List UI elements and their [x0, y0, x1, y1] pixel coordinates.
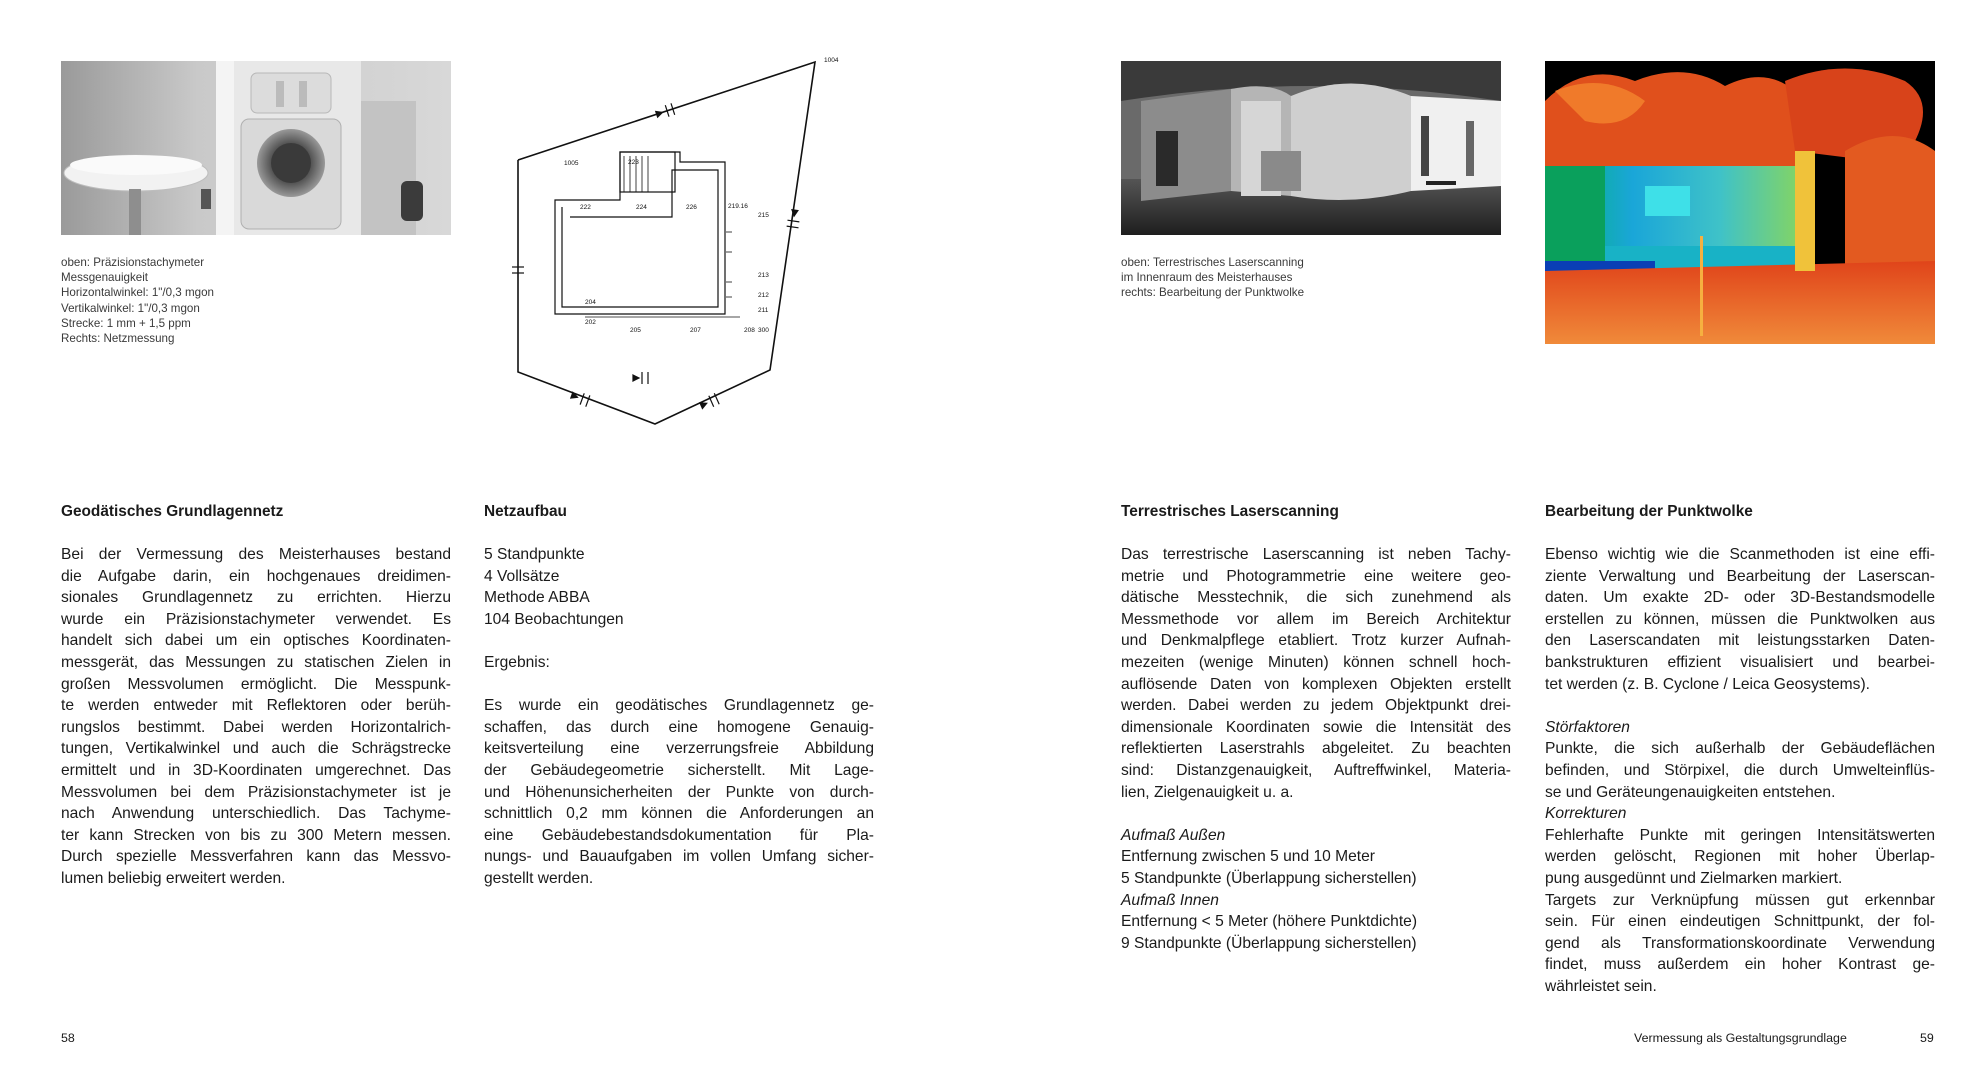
text-line: währleistet sein. [1545, 977, 1657, 995]
text-line: schaffen, das durch eine homogene Genauig- [484, 718, 874, 736]
text-line: sein. Für einen eindeutigen Schnittpunkt, der fol- [1545, 913, 1935, 931]
text-line: Messvolumen bei dem Präzisionstachymeter ist je [61, 783, 451, 801]
caption-line: Messgenauigkeit [61, 271, 149, 285]
text-line: findet, muss außerdem ein hoher Kontrast ge- [1545, 956, 1935, 974]
text-line: te werden entweder mit Reflektoren oder berüh- [61, 697, 451, 715]
list-item: 5 Standpunkte [484, 546, 585, 563]
text-line: sionales Grundlagennetz zu errichten. Hierzu [61, 589, 451, 607]
text-line: gestellt werden. [484, 869, 594, 887]
text-line: metrie und Photogrammetrie eine weitere geo- [1121, 567, 1511, 585]
page-number-right: 59 [1920, 1031, 1934, 1045]
point-label: 1004 [824, 57, 839, 64]
text-line: bankstrukturen effizient visualisiert und bearbei- [1545, 653, 1935, 671]
text-line: Bei der Vermessung des Meisterhauses bestand [61, 546, 451, 563]
text-line: und Denkmalpflege etabliert. Trotz kurzer Aufnah- [1121, 632, 1511, 650]
section-heading-laserscanning: Terrestrisches Laserscanning [1121, 503, 1339, 520]
subheading-aufmass-innen: Aufmaß Innen [1121, 891, 1219, 909]
plan-label: 215 [758, 212, 769, 219]
section-heading-netzaufbau: Netzaufbau [484, 503, 567, 520]
text-line: se und Geräteungenauigkeiten entstehen. [1545, 783, 1836, 801]
section-body-grundlagennetz [61, 544, 451, 890]
text-line: Das terrestrische Laserscanning ist neben Tachy- [1121, 546, 1511, 563]
text-line: Punkte, die sich außerhalb der Gebäudeflächen [1545, 740, 1935, 758]
pointcloud-photo [1545, 61, 1935, 344]
text-line: ermittelt und in 3D-Koordinaten umgerechnet. Das [61, 761, 451, 779]
text-line: eine Gebäudebestandsdokumentation für Pla- [484, 826, 874, 844]
text-line: tungen, Vertikalwinkel und auch die Schrägstrecke [61, 740, 451, 758]
tachymeter-photo [61, 61, 451, 235]
text-line: Durch spezielle Messverfahren kann das Messvo- [61, 848, 451, 866]
caption-line: rechts: Bearbeitung der Punktwolke [1121, 286, 1305, 300]
text-line: der Gebäudegeometrie sicherstellt. Mit Lage- [484, 761, 874, 779]
text-line: auflösende Daten von komplexen Objekten erstellt [1121, 675, 1511, 693]
plan-label: 219.16 [728, 203, 748, 210]
text-line: werden. Dabei werden zu jedem Objektpunkt drei- [1121, 697, 1511, 715]
text-line: Messmethode vor allem im Bereich Architektur [1121, 610, 1511, 628]
plan-label: 224 [636, 204, 647, 211]
text-line: daten. Um exakte 2D- oder 3D-Bestandsmodelle [1545, 589, 1935, 607]
text-line: ter kann Strecken von bis zu 300 Metern messen. [61, 826, 451, 844]
plan-label: 222 [580, 204, 591, 211]
section-body-laserscanning [1121, 544, 1511, 954]
text-line: handelt sich dabei um ein optisches Koordinaten- [61, 632, 451, 650]
panorama-illustration [1121, 61, 1501, 235]
text-line: nungs- und Bauaufgaben im vollen Umfang sicher- [484, 848, 874, 866]
text-line: wurde ein Präzisionstachymeter verwendet. Es [61, 610, 451, 628]
text-line: befinden, und Störpixel, die durch Umwelteinflüs- [1545, 761, 1935, 779]
text-line: Es wurde ein geodätisches Grundlagennetz ge- [484, 697, 874, 715]
list-item: 4 Vollsätze [484, 567, 560, 585]
text-line: Targets zur Verknüpfung müssen gut erkennbar [1545, 891, 1935, 909]
plan-labels [564, 57, 839, 334]
text-line: werden gelöscht, Regionen mit hoher Überlap- [1545, 848, 1935, 866]
text-line: reflektierten Laserstrahls abgeleitet. Zu beachten [1121, 740, 1511, 758]
caption-line: oben: Präzisionstachymeter [61, 256, 205, 269]
tachymeter-caption [61, 255, 214, 346]
list-item: 104 Beobachtungen [484, 610, 624, 628]
text-line: 9 Standpunkte (Überlappung sicherstellen) [1121, 934, 1417, 952]
plan-label: 212 [758, 292, 769, 299]
text-line: Entfernung zwischen 5 und 10 Meter [1121, 848, 1375, 866]
caption-line: Rechts: Netzmessung [61, 332, 175, 346]
stair-lines [624, 156, 732, 297]
floor-plan [555, 152, 740, 317]
plan-label: 208 [744, 327, 755, 334]
text-line: pung ausgedünnt und Zielmarken markiert. [1545, 869, 1843, 887]
text-line: und Höhenunsicherheiten der Punkte von durch- [484, 783, 874, 801]
text-line: mezeiten (wenige Minuten) können schnell hoch- [1121, 653, 1511, 671]
text-line: lien, Zielgenauigkeit u. a. [1121, 783, 1294, 801]
text-line: die Aufgabe darin, ein hochgenaues dreidimen- [61, 567, 451, 585]
caption-line: im Innenraum des Meisterhauses [1121, 271, 1293, 285]
section-body-punktwolke [1545, 544, 1935, 997]
plan-label: 205 [630, 327, 641, 334]
caption-line: Horizontalwinkel: 1"/0,3 mgon [61, 286, 214, 300]
page-number-left: 58 [61, 1031, 75, 1045]
text-line: schnittlich 0,2 mm können die Anforderungen an [484, 805, 874, 823]
text-line: rungslos bestimmt. Dabei werden Horizontalrich- [61, 718, 451, 736]
text-line: Fehlerhafte Punkte mit geringen Intensitätswerten [1545, 826, 1935, 844]
plan-label: 300 [758, 327, 769, 334]
list-item: Methode ABBA [484, 589, 590, 607]
text-line: Ebenso wichtig wie die Scanmethoden ist eine effi- [1545, 546, 1935, 563]
plan-label: 207 [690, 327, 701, 334]
text-line: dätische Messtechnik, die sich zunehmend als [1121, 589, 1511, 607]
running-title: Vermessung als Gestaltungsgrundlage [1634, 1031, 1847, 1045]
plan-label: 226 [686, 204, 697, 211]
section-heading-punktwolke: Bearbeitung der Punktwolke [1545, 503, 1753, 520]
result-label: Ergebnis: [484, 653, 550, 671]
text-line: den Laserscandaten mit leistungsstarken Daten- [1545, 632, 1935, 650]
laserscan-panorama-photo [1121, 61, 1501, 235]
text-line: lumen beliebig erweitert werden. [61, 869, 286, 887]
plan-label: 202 [585, 319, 596, 326]
text-line: sind: Distanzgenauigkeit, Auftreffwinkel, Materia- [1121, 761, 1511, 779]
caption-line: oben: Terrestrisches Laserscanning [1121, 256, 1304, 269]
subheading-stoerfaktoren: Störfaktoren [1545, 718, 1630, 736]
tachymeter-illustration [61, 61, 451, 235]
text-line: nach Anwendung unterschiedlich. Das Tachyme- [61, 805, 451, 823]
plan-label: 1005 [564, 160, 579, 167]
plan-label: 211 [758, 307, 769, 314]
plan-label: 213 [758, 272, 769, 279]
plan-label: 223 [628, 159, 639, 166]
laserscan-caption [1121, 255, 1304, 301]
section-heading-grundlagennetz: Geodätisches Grundlagennetz [61, 503, 284, 520]
text-line: 5 Standpunkte (Überlappung sicherstellen) [1121, 869, 1417, 887]
subheading-aufmass-aussen: Aufmaß Außen [1121, 826, 1226, 844]
text-line: großen Messvolumen ermöglicht. Die Messpunk- [61, 675, 451, 693]
caption-line: Strecke: 1 mm + 1,5 ppm [61, 316, 191, 330]
subheading-korrekturen: Korrekturen [1545, 805, 1627, 823]
text-line: keitsverteilung eine verzerrungsfreie Abbildung [484, 740, 874, 758]
caption-line: Vertikalwinkel: 1"/0,3 mgon [61, 301, 200, 315]
section-body-netzaufbau [484, 544, 874, 890]
network-diagram [500, 52, 860, 432]
text-line: Entfernung < 5 Meter (höhere Punktdichte) [1121, 913, 1418, 931]
text-line: ziente Verwaltung und Bearbeitung der Laserscan- [1545, 567, 1935, 585]
text-line: gend als Transformationskoordinate Verwendung [1545, 934, 1935, 952]
text-line: erstellen zu können, müssen die Punktwolken aus [1545, 610, 1935, 628]
text-line: dimensionale Koordinaten sowie die Intensität des [1121, 718, 1511, 736]
plan-label: 204 [585, 299, 596, 306]
pointcloud-illustration [1545, 61, 1935, 344]
text-line: tet werden (z. B. Cyclone / Leica Geosystems). [1545, 675, 1870, 693]
text-line: messgerät, das Messungen zu statischen Zielen in [61, 653, 451, 671]
